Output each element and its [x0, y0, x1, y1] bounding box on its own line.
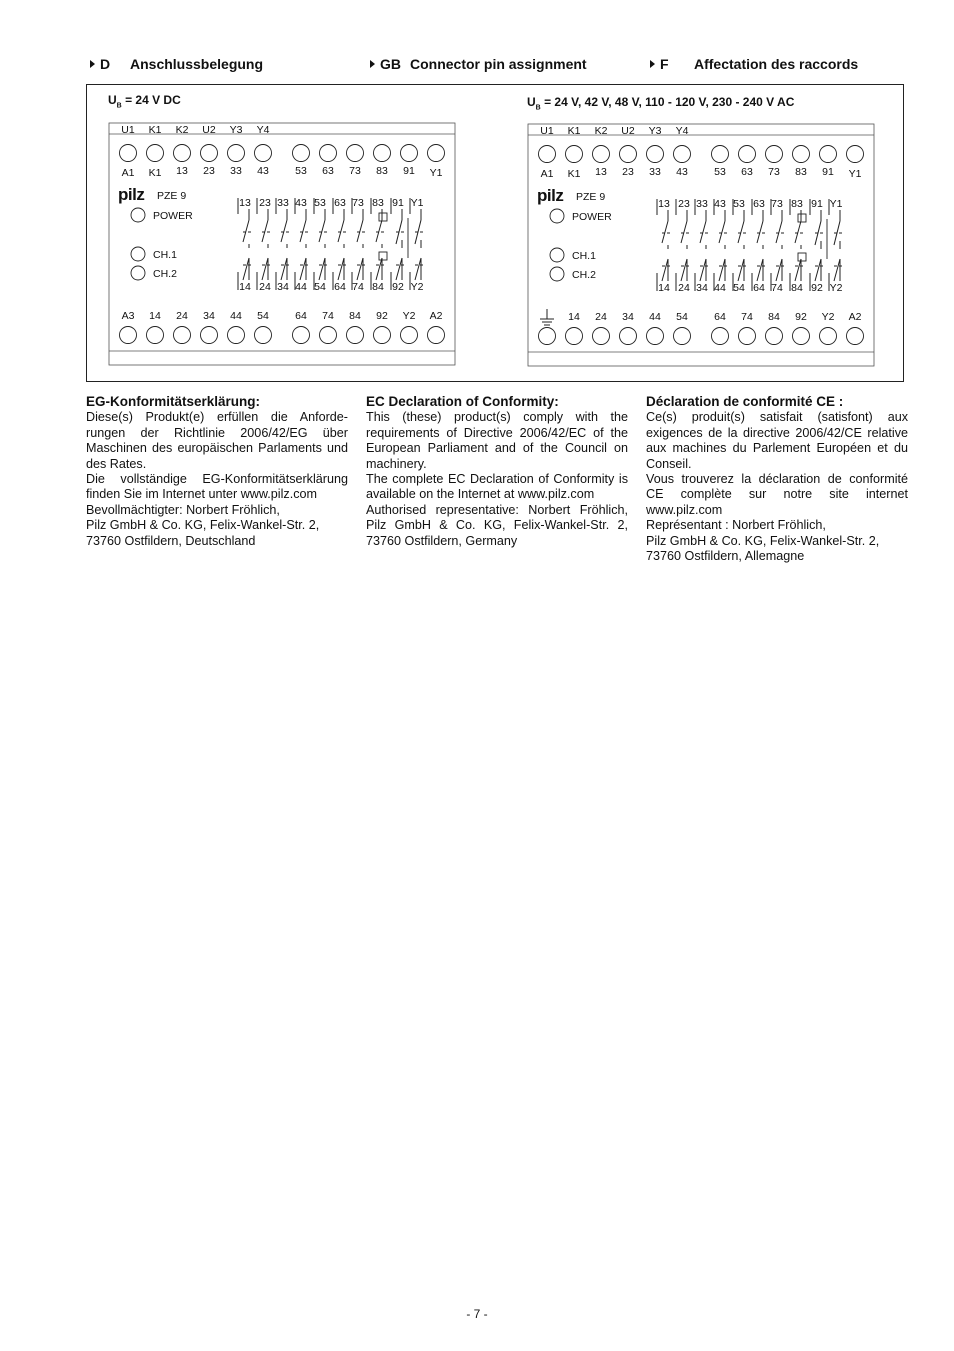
led-label: CH.1	[572, 250, 596, 262]
contact-label: 24	[678, 282, 690, 294]
triangle-right-icon	[650, 60, 655, 68]
terminal-screw	[712, 146, 729, 163]
feedback-loop-box	[798, 253, 806, 261]
terminal-label: K2	[594, 125, 608, 137]
contact-blade	[738, 259, 744, 281]
triangle-right-icon	[370, 60, 375, 68]
terminal-screw	[201, 145, 218, 162]
terminal-screw	[147, 145, 164, 162]
terminal-label: 91	[403, 165, 415, 177]
declaration-title: Déclaration de conformité CE :	[646, 394, 844, 409]
terminal-screw	[228, 327, 245, 344]
contact-blade	[795, 221, 801, 243]
terminal-screw	[228, 145, 245, 162]
contact-label: 84	[791, 282, 803, 294]
feedback-loop-box	[379, 213, 387, 221]
terminal-label: 92	[795, 311, 807, 323]
contact-label: 54	[314, 281, 326, 293]
led-label: POWER	[153, 210, 193, 222]
terminal-label: 54	[676, 311, 688, 323]
terminal-screw	[539, 328, 556, 345]
contact-blade	[662, 259, 668, 281]
contact-label: Y1	[829, 198, 843, 210]
terminal-screw	[374, 327, 391, 344]
contact-label: 24	[259, 281, 271, 293]
terminal-label: Y3	[229, 124, 243, 136]
contact-blade	[338, 258, 344, 280]
terminal-screw	[566, 146, 583, 163]
contact-label: 64	[334, 281, 346, 293]
terminal-label: 34	[203, 310, 215, 322]
terminal-label: K1	[148, 124, 162, 136]
feedback-loop-box	[798, 214, 806, 222]
contact-blade	[719, 259, 725, 281]
terminal-label: 73	[349, 165, 361, 177]
terminal-label: 23	[203, 165, 215, 177]
contact-blade	[776, 259, 782, 281]
device-model: PZE 9	[157, 190, 187, 202]
terminal-screw	[255, 327, 272, 344]
contact-label: 54	[733, 282, 745, 294]
terminal-label: 44	[230, 310, 242, 322]
supply-voltage-label-ac: $U_B = 24$ V, 42 V, 48 V, 110 - 120 V, 230 - 240 V AC	[527, 95, 795, 112]
led-indicator	[550, 267, 564, 281]
terminal-screw	[120, 145, 137, 162]
contact-label: 64	[753, 282, 765, 294]
terminal-label: 34	[622, 311, 634, 323]
contact-label: 44	[295, 281, 307, 293]
terminal-screw	[401, 327, 418, 344]
contact-label: 73	[352, 197, 364, 209]
pilz-logo: pilz	[537, 186, 564, 205]
contact-label: 43	[714, 198, 726, 210]
led-label: CH.1	[153, 249, 177, 261]
terminal-label: A1	[540, 168, 554, 180]
terminal-screw	[566, 328, 583, 345]
section-header-fr: F Affectation des raccords	[650, 56, 858, 72]
contact-blade	[662, 221, 668, 243]
contact-label: 33	[696, 198, 708, 210]
contact-blade	[281, 258, 287, 280]
terminal-label: 63	[322, 165, 334, 177]
terminal-screw	[428, 327, 445, 344]
contact-blade	[757, 259, 763, 281]
terminal-screw	[255, 145, 272, 162]
terminal-screw	[739, 146, 756, 163]
contact-blade	[262, 220, 268, 242]
contact-blade	[338, 220, 344, 242]
contact-label: Y2	[829, 282, 843, 294]
terminal-screw	[320, 327, 337, 344]
terminal-label: Y4	[675, 125, 689, 137]
terminal-screw	[347, 145, 364, 162]
supply-voltage-label-dc: $U_B = 24$ V DC	[108, 93, 181, 110]
terminal-label: 91	[822, 166, 834, 178]
terminal-label: 43	[257, 165, 269, 177]
led-indicator	[131, 247, 145, 261]
contact-blade	[719, 221, 725, 243]
pilz-logo: pilz	[118, 185, 145, 204]
terminal-screw	[766, 328, 783, 345]
led-label: CH.2	[572, 269, 596, 281]
contact-blade	[262, 258, 268, 280]
terminal-label: K1	[567, 125, 581, 137]
contact-label: 91	[811, 198, 823, 210]
terminal-label: 24	[595, 311, 607, 323]
terminal-screw	[320, 145, 337, 162]
triangle-right-icon	[90, 60, 95, 68]
terminal-label: Y1	[848, 168, 862, 180]
contact-label: Y2	[410, 281, 424, 293]
led-indicator	[550, 248, 564, 262]
terminal-label: 64	[295, 310, 307, 322]
terminal-label: A2	[429, 310, 443, 322]
contact-blade	[795, 259, 801, 281]
contact-blade	[415, 258, 421, 280]
terminal-screw	[120, 327, 137, 344]
contact-label: 84	[372, 281, 384, 293]
contact-blade	[243, 220, 249, 242]
contact-blade	[319, 220, 325, 242]
contact-label: 91	[392, 197, 404, 209]
terminal-screw	[347, 327, 364, 344]
contact-blade	[700, 259, 706, 281]
terminal-label: Y2	[402, 310, 416, 322]
feedback-loop-box	[379, 252, 387, 260]
pin-diagram-ac	[527, 123, 877, 368]
terminal-label: 84	[768, 311, 780, 323]
terminal-screw	[766, 146, 783, 163]
declaration-title: EG-Konformitätserklärung:	[86, 394, 261, 409]
declaration-de: EG-Konformitätserklärung: Diese(s) Produkt(e) erfüllen die Anforde-rungen der Richtlinie 2006/42/EG über Maschinen des europäischen Parlaments und des Rates. Die vollständige EG-Konformitätserklärung finden Sie im Internet unter www.pilz.com Bevollmächtigter: Norbert Fröhlich, Pilz GmbH & Co. KG, Felix-Wankel-Str. 2, 73760 Ostfildern, Deutschland	[86, 394, 348, 548]
contact-blade	[681, 221, 687, 243]
contact-label: 44	[714, 282, 726, 294]
terminal-screw	[620, 146, 637, 163]
declaration-gb: EC Declaration of Conformity: This (these) product(s) comply with the requirements of Directive 2006/42/EC of the European Parliament and of the Council on machinery. The complete EC Declaration of Conformity is available on the Internet at www.pilz.com Authorised representative: Norbert Fröhlich, Pilz GmbH & Co. KG, Felix-Wankel-Str. 2, 73760 Ostfildern, Germany	[366, 394, 628, 548]
terminal-label: A2	[848, 311, 862, 323]
contact-blade	[738, 221, 744, 243]
terminal-label: Y1	[429, 167, 443, 179]
contact-label: 34	[277, 281, 289, 293]
terminal-label: 14	[149, 310, 161, 322]
contact-label: 53	[733, 198, 745, 210]
pin-diagram-dc	[108, 122, 458, 367]
terminal-screw	[147, 327, 164, 344]
contact-label: 73	[771, 198, 783, 210]
terminal-screw	[712, 328, 729, 345]
terminal-screw	[593, 328, 610, 345]
terminal-screw	[793, 328, 810, 345]
terminal-label: U2	[621, 125, 635, 137]
contact-label: 23	[678, 198, 690, 210]
contact-blade	[776, 221, 782, 243]
terminal-label: 73	[768, 166, 780, 178]
terminal-label: 53	[714, 166, 726, 178]
declaration-title: EC Declaration of Conformity:	[366, 394, 559, 409]
contact-blade	[281, 220, 287, 242]
terminal-screw	[820, 328, 837, 345]
terminal-screw	[674, 146, 691, 163]
terminal-label: U2	[202, 124, 216, 136]
terminal-label: 84	[349, 310, 361, 322]
contact-label: 74	[352, 281, 364, 293]
contact-blade	[319, 258, 325, 280]
contact-label: 34	[696, 282, 708, 294]
page-number: - 7 -	[466, 1307, 488, 1321]
terminal-label: Y3	[648, 125, 662, 137]
terminal-label: K2	[175, 124, 189, 136]
contact-label: 14	[658, 282, 670, 294]
led-label: CH.2	[153, 268, 177, 280]
contact-label: 14	[239, 281, 251, 293]
terminal-label: 24	[176, 310, 188, 322]
contact-label: 33	[277, 197, 289, 209]
terminal-label: A3	[121, 310, 135, 322]
terminal-label: U1	[121, 124, 135, 136]
contact-blade	[834, 259, 840, 281]
contact-blade	[815, 259, 821, 281]
contact-blade	[300, 258, 306, 280]
terminal-label: Y2	[821, 311, 835, 323]
terminal-label: 13	[176, 165, 188, 177]
terminal-screw	[820, 146, 837, 163]
contact-blade	[700, 221, 706, 243]
terminal-screw	[593, 146, 610, 163]
section-header-gb: GB Connector pin assignment	[370, 56, 587, 72]
terminal-label: 14	[568, 311, 580, 323]
terminal-screw	[293, 327, 310, 344]
terminal-label: K1	[148, 167, 162, 179]
contact-label: 83	[791, 198, 803, 210]
led-indicator	[550, 209, 564, 223]
terminal-screw	[739, 328, 756, 345]
terminal-screw	[647, 328, 664, 345]
terminal-screw	[620, 328, 637, 345]
contact-blade	[357, 220, 363, 242]
terminal-screw	[539, 146, 556, 163]
terminal-label: 92	[376, 310, 388, 322]
terminal-label: 33	[649, 166, 661, 178]
terminal-screw	[374, 145, 391, 162]
terminal-screw	[174, 327, 191, 344]
contact-blade	[243, 258, 249, 280]
led-indicator	[131, 208, 145, 222]
terminal-screw	[847, 146, 864, 163]
contact-label: 63	[334, 197, 346, 209]
device-model: PZE 9	[576, 191, 606, 203]
terminal-label: 44	[649, 311, 661, 323]
contact-label: 74	[771, 282, 783, 294]
contact-label: 63	[753, 198, 765, 210]
contact-label: 13	[658, 198, 670, 210]
terminal-label: 83	[795, 166, 807, 178]
contact-label: 92	[811, 282, 823, 294]
terminal-label: 43	[676, 166, 688, 178]
contact-blade	[396, 258, 402, 280]
contact-label: 43	[295, 197, 307, 209]
contact-label: 83	[372, 197, 384, 209]
terminal-screw	[401, 145, 418, 162]
led-indicator	[131, 266, 145, 280]
terminal-label: 63	[741, 166, 753, 178]
terminal-label: 53	[295, 165, 307, 177]
contact-label: 13	[239, 197, 251, 209]
contact-blade	[357, 258, 363, 280]
contact-blade	[757, 221, 763, 243]
contact-blade	[681, 259, 687, 281]
terminal-label: U1	[540, 125, 554, 137]
terminal-label: 13	[595, 166, 607, 178]
contact-label: 92	[392, 281, 404, 293]
terminal-label: A1	[121, 167, 135, 179]
section-header-de: D Anschlussbelegung	[90, 56, 263, 72]
terminal-label: 64	[714, 311, 726, 323]
terminal-screw	[793, 146, 810, 163]
terminal-label: 33	[230, 165, 242, 177]
declaration-fr: Déclaration de conformité CE : Ce(s) produit(s) satisfait (satisfont) aux exigences de la directive 2006/42/CE relative aux machines du Parlement Européen et du Conseil. Vous trouverez la déclaration de conformité CE complète sur notre site internet www.pilz.com Représentant : Norbert Fröhlich, Pilz GmbH & Co. KG, Felix-Wankel-Str. 2, 73760 Ostfildern, Allemagne	[646, 394, 908, 564]
terminal-screw	[174, 145, 191, 162]
contact-blade	[376, 258, 382, 280]
contact-blade	[376, 220, 382, 242]
terminal-screw	[847, 328, 864, 345]
led-label: POWER	[572, 211, 612, 223]
terminal-screw	[201, 327, 218, 344]
terminal-screw	[674, 328, 691, 345]
terminal-label: 54	[257, 310, 269, 322]
terminal-screw	[293, 145, 310, 162]
terminal-label: 83	[376, 165, 388, 177]
terminal-label: Y4	[256, 124, 270, 136]
terminal-screw	[647, 146, 664, 163]
terminal-label: K1	[567, 168, 581, 180]
terminal-label: 23	[622, 166, 634, 178]
terminal-screw	[428, 145, 445, 162]
contact-label: Y1	[410, 197, 424, 209]
terminal-label: 74	[322, 310, 334, 322]
contact-label: 53	[314, 197, 326, 209]
terminal-label: 74	[741, 311, 753, 323]
contact-label: 23	[259, 197, 271, 209]
contact-blade	[300, 220, 306, 242]
